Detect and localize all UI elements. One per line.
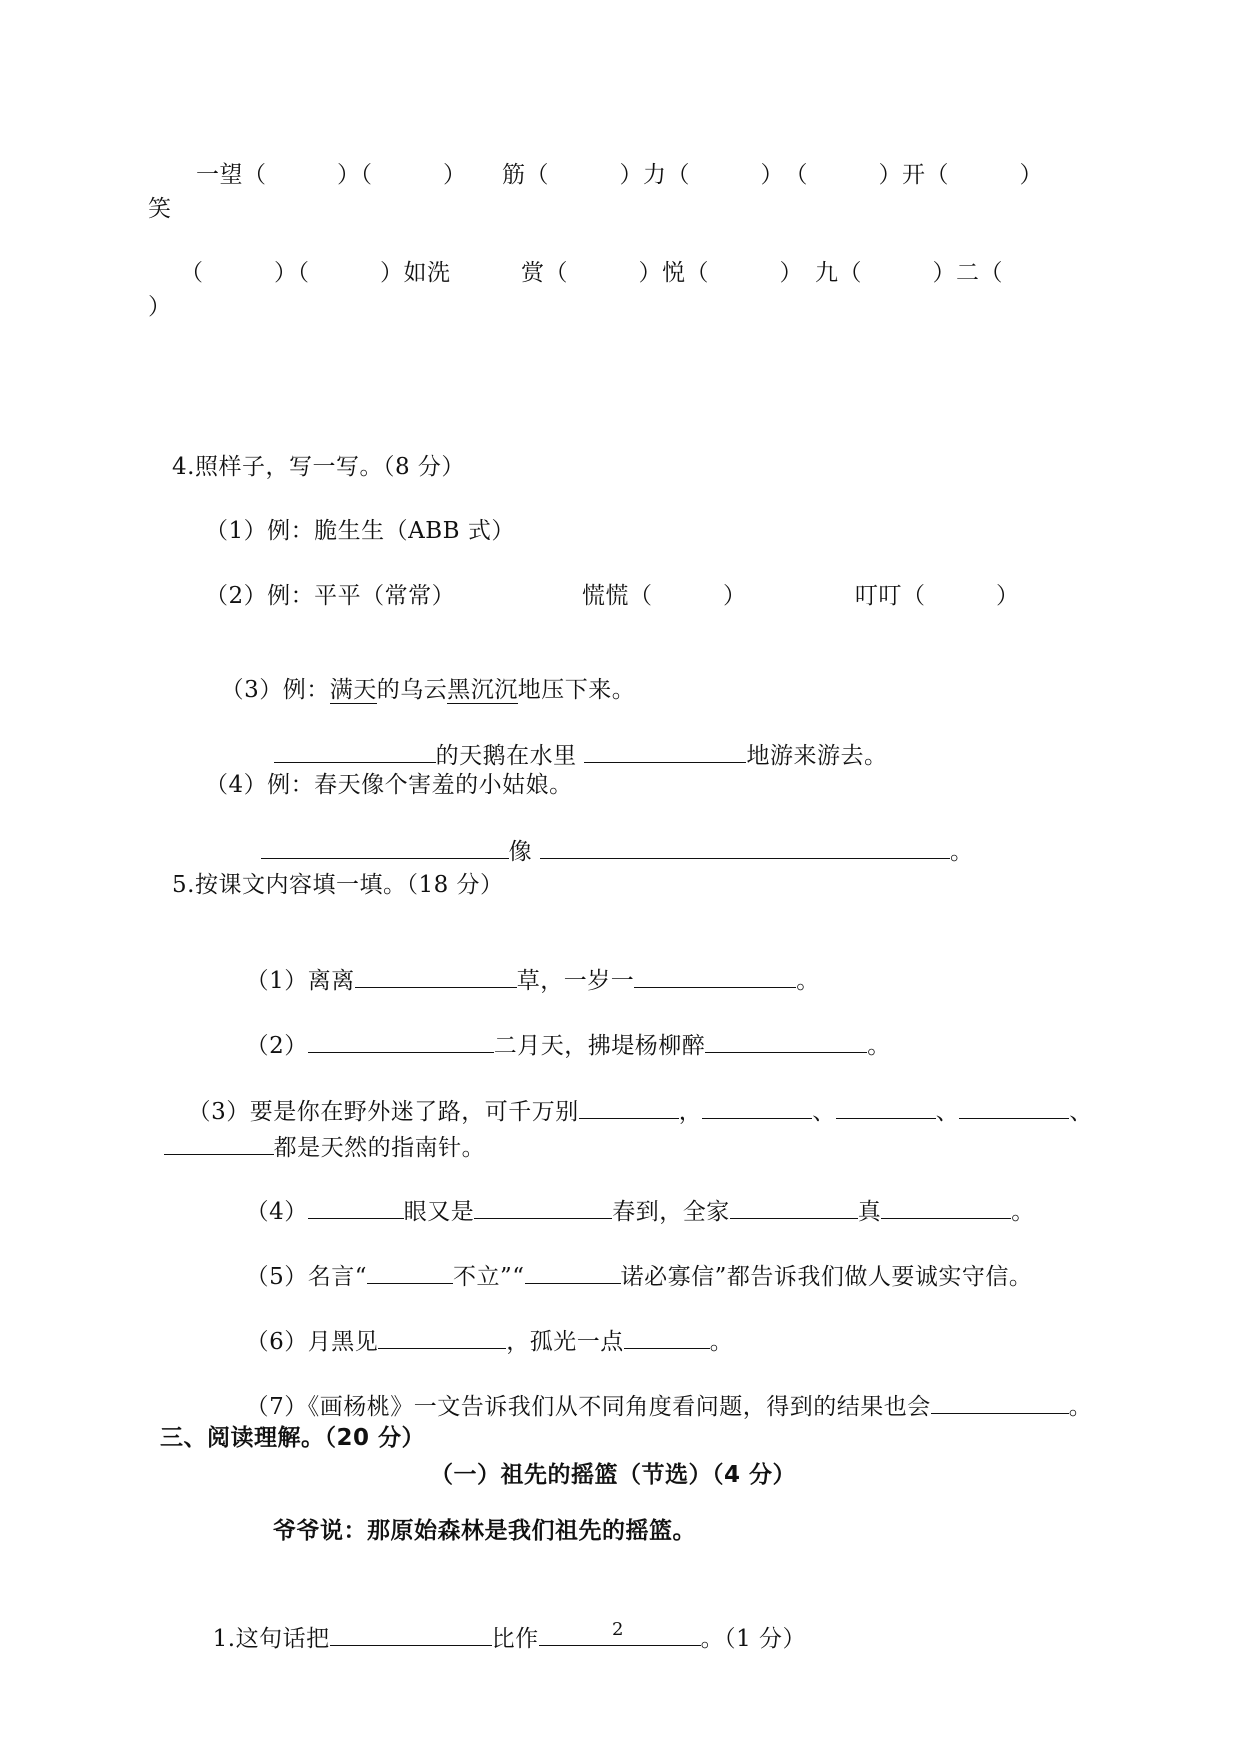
q-text: 比作 <box>491 1626 539 1652</box>
fill-blank[interactable] <box>702 1096 812 1119</box>
fill-blank[interactable] <box>705 1030 867 1053</box>
q5-text: 。 <box>867 1033 891 1059</box>
q4-sub-4: （4）例：春天像个害羞的小姑娘。 <box>205 772 573 798</box>
q4-sub-2-blank-a[interactable]: 慌慌（ ） <box>582 583 747 609</box>
q5-text: 春到，全家 <box>612 1199 730 1225</box>
q4-sub-2-blank-b[interactable]: 叮叮（ ） <box>855 583 1020 609</box>
q4-sub-3-fill <box>258 710 887 771</box>
q4-sub-4-mid: 像 <box>508 839 533 865</box>
q5-text: 二月天，拂堤杨柳醉 <box>493 1033 706 1059</box>
reading-question-1 <box>197 1593 806 1654</box>
q5-text: 真 <box>857 1199 882 1225</box>
idiom-row-2-wrap: ） <box>148 294 172 320</box>
section-3-title: 三、阅读理解。（20 分） <box>160 1425 426 1451</box>
q4-sub-3-example <box>205 645 635 705</box>
page-number: 2 <box>612 1619 624 1640</box>
fill-blank[interactable] <box>931 1391 1069 1414</box>
fill-blank[interactable] <box>959 1096 1069 1119</box>
q5-line-7 <box>230 1361 1092 1422</box>
fill-blank[interactable] <box>261 836 509 859</box>
idiom-row-1: 一望（ ）（ ） 筋（ ）力（ ） （ ）开（ ） <box>196 162 1043 188</box>
fill-blank[interactable] <box>525 1261 621 1284</box>
q5-text: （6）月黑见 <box>245 1329 379 1355</box>
q5-line-4 <box>230 1166 1035 1227</box>
q4-title: 4.照样子，写一写。（8 分） <box>172 454 465 480</box>
q4-sub-3-prefix: （3）例： <box>220 677 330 703</box>
q5-text: （1）离离 <box>245 968 355 994</box>
q5-text: 。 <box>1011 1199 1035 1225</box>
q-text: 。（1 分） <box>700 1626 807 1652</box>
q5-text: （4） <box>245 1199 308 1225</box>
q5-text: 、 <box>812 1099 836 1125</box>
q5-line-2 <box>230 1000 891 1061</box>
q5-line-3-wrap <box>148 1102 485 1163</box>
q5-text: 。 <box>1068 1394 1093 1420</box>
q5-text: 都是天然的指南针。 <box>273 1135 486 1161</box>
underlined-word-2: 黑沉沉 <box>447 677 518 703</box>
q4-sub-3-end: 地压下来。 <box>517 677 636 703</box>
fill-blank[interactable] <box>274 740 436 763</box>
fill-blank[interactable] <box>164 1132 274 1155</box>
q5-text: 眼又是 <box>403 1199 475 1225</box>
fill-blank[interactable] <box>584 740 746 763</box>
q5-line-5 <box>230 1231 1032 1292</box>
q4-sub-2-example: （2）例：平平（常常） <box>205 583 456 609</box>
fill-blank[interactable] <box>624 1326 710 1349</box>
q5-text: 诺必寡信”都告诉我们做人要诚实守信。 <box>620 1264 1033 1290</box>
q5-title: 5.按课文内容填一填。（18 分） <box>172 872 504 898</box>
fill-blank[interactable] <box>474 1196 612 1219</box>
q5-text: （5）名言“ <box>245 1264 368 1290</box>
q4-sub-3-fill-b: 地游来游去。 <box>746 743 888 769</box>
fill-blank[interactable] <box>836 1096 936 1119</box>
underlined-word-1: 满天 <box>329 677 377 703</box>
q4-sub-3-mid: 的乌云 <box>376 677 448 703</box>
q5-text: 。 <box>709 1329 734 1355</box>
q5-text: 、 <box>935 1099 960 1125</box>
q5-text: 不立”“ <box>453 1264 525 1290</box>
q5-text: 、 <box>1069 1099 1093 1125</box>
fill-blank[interactable] <box>308 1030 494 1053</box>
q5-text: 。 <box>796 968 820 994</box>
q5-text: ，孤光一点 <box>506 1329 624 1355</box>
fill-blank[interactable] <box>330 1623 492 1646</box>
reading-passage: 爷爷说：那原始森林是我们祖先的摇篮。 <box>273 1518 696 1544</box>
q-text: 1.这句话把 <box>212 1626 330 1652</box>
reading-subtitle: （一）祖先的摇篮（节选）（4 分） <box>430 1462 797 1488</box>
q5-line-1 <box>230 935 820 996</box>
fill-blank[interactable] <box>540 836 950 859</box>
q5-text: ， <box>678 1099 703 1125</box>
fill-blank[interactable] <box>634 965 796 988</box>
q4-sub-3-fill-a: 的天鹅在水里 <box>435 743 577 769</box>
q5-text: 草，一岁一 <box>516 968 635 994</box>
q4-sub-1: （1）例：脆生生（ABB 式） <box>205 518 515 544</box>
fill-blank[interactable] <box>579 1096 679 1119</box>
q4-sub-4-end: 。 <box>949 839 974 865</box>
idiom-row-2: （ ）（ ）如洗 赏（ ）悦（ ） 九（ ）二（ <box>180 260 1003 286</box>
fill-blank[interactable] <box>367 1261 453 1284</box>
fill-blank[interactable] <box>355 965 517 988</box>
q5-text: （2） <box>245 1033 308 1059</box>
fill-blank[interactable] <box>308 1196 404 1219</box>
q5-text: （3）要是你在野外迷了路，可千万别 <box>187 1099 579 1125</box>
fill-blank[interactable] <box>881 1196 1011 1219</box>
fill-blank[interactable] <box>730 1196 858 1219</box>
idiom-row-1-wrap: 笑 <box>148 196 172 222</box>
q4-sub-4-fill <box>245 806 973 867</box>
q5-line-6 <box>230 1296 733 1357</box>
q5-text: （7）《画杨桃》一文告诉我们从不同角度看问题，得到的结果也会 <box>245 1394 931 1420</box>
fill-blank[interactable] <box>378 1326 506 1349</box>
